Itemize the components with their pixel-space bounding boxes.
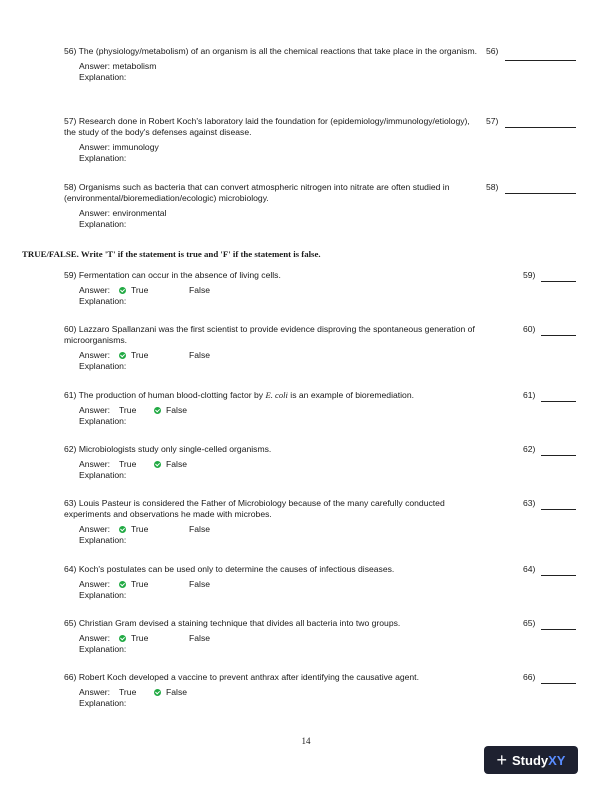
option-true[interactable]: True (119, 579, 189, 590)
question-65: 65) Christian Gram devised a staining technique that divides all bacteria into two groups. Answer: True False Explanation: (64, 618, 401, 654)
question-59: 59) Fermentation can occur in the absence of living cells. Answer: True False Explanation: (64, 270, 281, 306)
page-number: 14 (301, 736, 311, 746)
studyxy-logo[interactable] (484, 746, 578, 774)
option-true[interactable]: True (119, 459, 137, 469)
option-false[interactable]: False (189, 285, 211, 295)
answer-blank[interactable] (541, 335, 576, 336)
option-true[interactable]: True (119, 350, 189, 361)
question-60: 60) Lazzaro Spallanzani was the first scientist to provide evidence disproving the spontaneous generation of microorganisms. Answer: True False Explanation: (64, 324, 475, 371)
check-icon (154, 461, 161, 468)
option-false[interactable]: False (189, 579, 211, 589)
answer-number: 63) (523, 498, 536, 508)
answer-number: 62) (523, 444, 536, 454)
option-false[interactable]: False (189, 350, 211, 360)
answer-number: 60) (523, 324, 536, 334)
question-66: 66) Robert Koch developed a vaccine to prevent anthrax after identifying the causative agent. Answer: True False Explanation: (64, 672, 419, 708)
answer-blank[interactable] (541, 401, 576, 402)
answer-blank[interactable] (541, 455, 576, 456)
check-icon (154, 689, 161, 696)
answer-blank[interactable] (541, 629, 576, 630)
logo-text: StudyXY (512, 752, 566, 768)
question-64: 64) Koch's postulates can be used only to determine the causes of infectious diseases. Answer: True False Explanation: (64, 564, 395, 600)
option-false[interactable]: False (154, 459, 187, 470)
question-58: 58) Organisms such as bacteria that can convert atmospheric nitrogen into nitrate are often studied in (environmental/bioremediation/ecologic) microbiology. Answer: environmental Explanation: (64, 182, 450, 229)
question-63: 63) Louis Pasteur is considered the Father of Microbiology because of the many carefully conducted experiments and observations he made with microbes. Answer: True False Explanation: (64, 498, 445, 545)
option-true[interactable]: True (119, 285, 189, 296)
answer-blank[interactable] (505, 60, 576, 61)
answer-number: 59) (523, 270, 536, 280)
option-true[interactable]: True (119, 687, 137, 697)
option-false[interactable]: False (154, 405, 187, 416)
answer-blank[interactable] (541, 575, 576, 576)
answer-value: immunology (112, 142, 159, 152)
answer-value: metabolism (112, 61, 157, 71)
option-false[interactable]: False (189, 633, 211, 643)
check-icon (119, 287, 126, 294)
option-true[interactable]: True (119, 524, 189, 535)
check-icon (119, 526, 126, 533)
answer-number: 57) (486, 116, 499, 126)
answer-number: 66) (523, 672, 536, 682)
question-57: 57) Research done in Robert Koch's laboratory laid the foundation for (epidemiology/immunology/etiology), the study of the body's defenses against disease. Answer: immunology Explanation: (64, 116, 470, 163)
plus-icon: + (496, 750, 508, 770)
answer-number: 64) (523, 564, 536, 574)
check-icon (154, 407, 161, 414)
answer-number: 61) (523, 390, 536, 400)
answer-number: 65) (523, 618, 536, 628)
answer-blank[interactable] (505, 127, 576, 128)
question-62: 62) Microbiologists study only single-celled organisms. Answer: True False Explanation: (64, 444, 272, 480)
answer-blank[interactable] (541, 281, 576, 282)
option-true[interactable]: True (119, 633, 189, 644)
answer-blank[interactable] (541, 509, 576, 510)
section-heading: TRUE/FALSE. Write 'T' if the statement is true and 'F' if the statement is false. (22, 249, 321, 259)
check-icon (119, 352, 126, 359)
question-56: 56) The (physiology/metabolism) of an organism is all the chemical reactions that take place in the organism. Answer: metabolism Explanation: (64, 46, 478, 82)
question-61: 61) The production of human blood-clotting factor by E. coli is an example of bioremediation. Answer: True False Explanation: (64, 390, 415, 426)
answer-number: 58) (486, 182, 499, 192)
answer-value: environmental (112, 208, 167, 218)
option-false[interactable]: False (189, 524, 211, 534)
check-icon (119, 635, 126, 642)
answer-blank[interactable] (541, 683, 576, 684)
check-icon (119, 581, 126, 588)
option-true[interactable]: True (119, 405, 137, 415)
answer-number: 56) (486, 46, 499, 56)
answer-blank[interactable] (505, 193, 576, 194)
option-false[interactable]: False (154, 687, 187, 698)
